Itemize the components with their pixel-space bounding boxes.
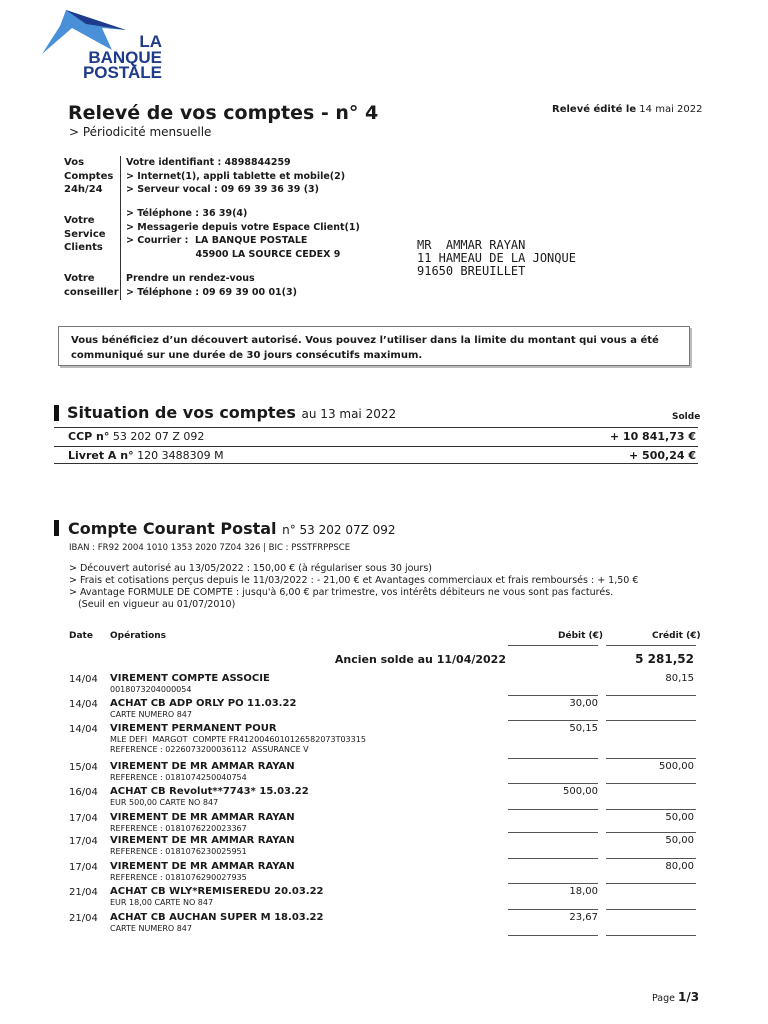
row-divider — [508, 832, 598, 833]
account-row: CCP n° 53 202 07 Z 092 + 10 841,73 € — [68, 430, 696, 443]
section-marker — [54, 520, 59, 536]
op-debit: 30,00 — [569, 698, 598, 709]
op-label: VIREMENT PERMANENT POUR — [110, 723, 277, 734]
op-label: ACHAT CB ADP ORLY PO 11.03.22 — [110, 698, 297, 709]
row-divider — [606, 832, 696, 833]
statement-title: Relevé de vos comptes - n° 4 — [68, 102, 379, 124]
op-credit: 50,00 — [665, 835, 694, 846]
row-divider — [508, 783, 598, 784]
op-date: 17/04 — [69, 862, 98, 873]
row-divider — [606, 883, 696, 884]
op-date: 14/04 — [69, 674, 98, 685]
row-divider — [508, 695, 598, 696]
divider — [54, 446, 698, 447]
page-number: Page 1/3 — [652, 990, 700, 1004]
row-divider — [508, 883, 598, 884]
op-date: 14/04 — [69, 699, 98, 710]
op-date: 21/04 — [69, 887, 98, 898]
info-divider — [120, 156, 121, 300]
row-divider — [606, 783, 696, 784]
op-label: ACHAT CB AUCHAN SUPER M 18.03.22 — [110, 912, 324, 923]
row-divider — [606, 758, 696, 759]
op-reference: REFERENCE : 0181076220023367 — [110, 824, 247, 833]
row-divider — [508, 935, 598, 936]
op-debit: 23,67 — [569, 912, 598, 923]
op-label: ACHAT CB WLY*REMISEREDU 20.03.22 — [110, 886, 324, 897]
row-divider — [508, 720, 598, 721]
op-label: VIREMENT DE MR AMMAR RAYAN — [110, 812, 295, 823]
overdraft-notice: Vous bénéficiez d’un découvert autorisé. Vous pouvez l’utiliser dans la limite du montant qui vous a été communiqué sur une durée de 30 jours consécutifs maximum. — [58, 326, 690, 366]
divider — [606, 645, 696, 646]
op-reference: EUR 18,00 CARTE NO 847 — [110, 898, 214, 907]
row-divider — [606, 935, 696, 936]
row-divider — [606, 858, 696, 859]
account-conditions: > Découvert autorisé au 13/05/2022 : 150,00 € (à régulariser sous 30 jours) > Frais et cotisations perçus depuis le 11/03/2022 : - 21,00 € et Avantages commerciaux et frais remboursés : + 1,50 € > Avantage FORMULE DE COMPTE : jusqu'à 6,00 € par trimestre, vos intérêts débiteurs ne vous sont pas facturés. (Seuil en vigueur au 01/07/2010) — [69, 563, 639, 610]
service-lines: > Téléphone : 36 39(4) > Messagerie depuis votre Espace Client(1) > Courrier : LA BANQUE POSTALE 45900 LA SOURCE CEDEX 9 — [126, 208, 360, 260]
op-debit: 18,00 — [569, 886, 598, 897]
comptes-lines: Votre identifiant : 4898844259 > Internet(1), appli tablette et mobile(2) > Serveur vocal : 09 69 39 36 39 (3) — [126, 157, 346, 195]
op-date: 16/04 — [69, 787, 98, 798]
row-divider — [606, 695, 696, 696]
row-divider — [606, 809, 696, 810]
op-label: VIREMENT COMPTE ASSOCIE — [110, 673, 270, 684]
conseiller-label: Votre conseiller — [64, 273, 119, 298]
old-balance-value: 5 281,52 — [635, 652, 694, 666]
conseiller-lines: Prendre un rendez-vous > Téléphone : 09 69 39 00 01(3) — [126, 273, 297, 298]
op-reference: EUR 500,00 CARTE NO 847 — [110, 798, 219, 807]
op-label: VIREMENT DE MR AMMAR RAYAN — [110, 861, 295, 872]
row-divider — [606, 909, 696, 910]
op-date: 14/04 — [69, 724, 98, 735]
row-divider — [508, 909, 598, 910]
situation-title: Situation de vos comptes au 13 mai 2022 — [67, 403, 397, 422]
op-date: 21/04 — [69, 913, 98, 924]
row-divider — [508, 858, 598, 859]
op-reference: REFERENCE : 0181076290027935 — [110, 873, 247, 882]
op-reference: CARTE NUMERO 847 — [110, 710, 192, 719]
divider — [54, 463, 698, 464]
divider — [54, 427, 698, 428]
recipient-address: MR AMMAR RAYAN 11 HAMEAU DE LA JONQUE 91650 BREUILLET — [417, 238, 576, 278]
logo-wordmark: LA BANQUE POSTALE — [82, 32, 162, 82]
op-label: VIREMENT DE MR AMMAR RAYAN — [110, 761, 295, 772]
ccp-title: Compte Courant Postal n° 53 202 07Z 092 — [68, 519, 396, 538]
edit-date: Relevé édité le 14 mai 2022 — [552, 104, 703, 115]
account-row: Livret A n° 120 3488309 M + 500,24 € — [68, 449, 696, 462]
op-date: 17/04 — [69, 813, 98, 824]
row-divider — [508, 758, 598, 759]
op-date: 17/04 — [69, 836, 98, 847]
op-reference: 0018073204000054 — [110, 685, 192, 694]
op-reference: MLE DEFI MARGOT COMPTE FR4120046010126582073T03315 REFERENCE : 0226073200036112 ASSURANCE V — [110, 735, 366, 754]
col-credit: Crédit (€) — [652, 631, 701, 641]
op-date: 15/04 — [69, 762, 98, 773]
col-debit: Débit (€) — [558, 631, 604, 641]
solde-label: Solde — [672, 412, 701, 422]
old-balance-label: Ancien solde au 11/04/2022 — [334, 653, 506, 666]
col-date: Date — [69, 631, 93, 641]
divider — [508, 645, 598, 646]
row-divider — [508, 809, 598, 810]
op-credit: 50,00 — [665, 812, 694, 823]
op-debit: 50,15 — [569, 723, 598, 734]
op-credit: 500,00 — [659, 761, 694, 772]
iban: IBAN : FR92 2004 1010 1353 2020 7Z04 326 | BIC : PSSTFRPPSCE — [69, 543, 351, 553]
op-label: VIREMENT DE MR AMMAR RAYAN — [110, 835, 295, 846]
op-credit: 80,15 — [665, 673, 694, 684]
service-label: Votre Service Clients — [64, 215, 106, 253]
periodicity: > Périodicité mensuelle — [69, 125, 212, 139]
section-marker — [54, 405, 59, 421]
op-credit: 80,00 — [665, 861, 694, 872]
op-reference: CARTE NUMERO 847 — [110, 924, 192, 933]
op-debit: 500,00 — [563, 786, 598, 797]
comptes-label: Vos Comptes 24h/24 — [64, 157, 114, 195]
col-operations: Opérations — [110, 631, 167, 641]
op-label: ACHAT CB Revolut**7743* 15.03.22 — [110, 786, 309, 797]
op-reference: REFERENCE : 0181076230025951 — [110, 847, 247, 856]
row-divider — [606, 720, 696, 721]
op-reference: REFERENCE : 0181074250040754 — [110, 773, 247, 782]
